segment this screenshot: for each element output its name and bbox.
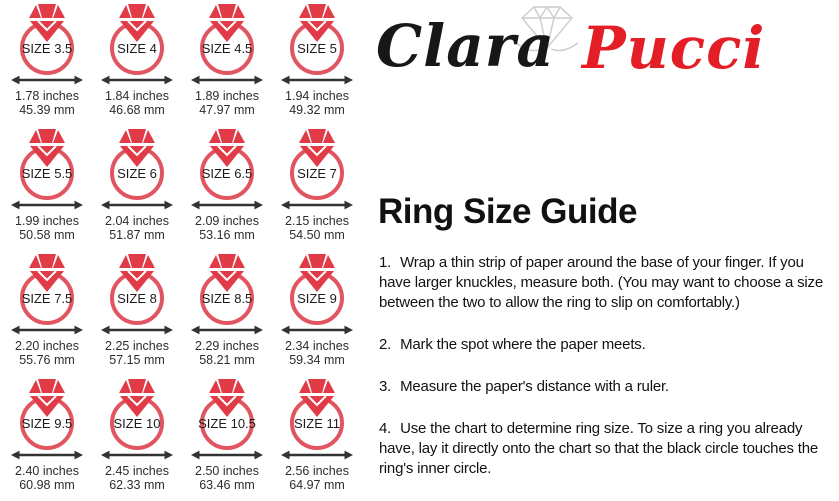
ring-size-label: SIZE 9.5 [21, 416, 73, 431]
ring-mm-value: 49.32 mm [289, 103, 345, 117]
ring-size-cell [92, 0, 182, 125]
ring-diagram [92, 127, 182, 213]
gem-icon [299, 4, 335, 42]
step-number: 1. [379, 254, 392, 271]
ring-inches-value: 1.94 inches [285, 89, 349, 103]
gem-icon [29, 129, 65, 167]
ring-measurements [105, 89, 169, 117]
ring-inches-value: 1.78 inches [15, 89, 79, 103]
ring-size-label: SIZE 10.5 [198, 416, 256, 431]
guide-title: Ring Size Guide [378, 192, 637, 231]
brand-name-pucci: Pucci [582, 14, 766, 82]
ring-size-cell [182, 250, 272, 375]
diameter-arrow-icon [11, 201, 83, 210]
ring-size-label: SIZE 7.5 [21, 291, 73, 306]
ring-measurements [15, 214, 79, 242]
ring-inches-value: 2.40 inches [15, 464, 79, 478]
ring-measurements [15, 464, 79, 492]
ring-mm-value: 62.33 mm [109, 478, 165, 492]
ring-size-label: SIZE 4 [117, 41, 157, 56]
ring-mm-value: 55.76 mm [19, 353, 75, 367]
gem-icon [299, 379, 335, 417]
ring-measurements [195, 214, 259, 242]
ring-size-label: SIZE 6.5 [201, 166, 253, 181]
ring-size-cell [272, 375, 362, 500]
ring-inches-value: 1.84 inches [105, 89, 169, 103]
ring-inches-value: 2.04 inches [105, 214, 169, 228]
ring-diagram [182, 252, 272, 338]
ring-measurements [285, 339, 349, 367]
diameter-arrow-icon [11, 326, 83, 335]
ring-measurements [15, 339, 79, 367]
ring-size-label: SIZE 9 [297, 291, 337, 306]
diameter-arrow-icon [191, 76, 263, 85]
ring-diagram [92, 377, 182, 463]
ring-size-cell [2, 125, 92, 250]
ring-size-label: SIZE 5.5 [21, 166, 73, 181]
ring-size-cell [92, 125, 182, 250]
ring-measurements [195, 89, 259, 117]
gem-icon [29, 379, 65, 417]
ring-mm-value: 50.58 mm [19, 228, 75, 242]
ring-measurements [285, 214, 349, 242]
ring-size-cell [272, 125, 362, 250]
ring-size-cell [2, 0, 92, 125]
ring-mm-value: 59.34 mm [289, 353, 345, 367]
step-text: Use the chart to determine ring size. To size a ring you already have, lay it directly onto the chart so that the black circle touches the ring's inner circle. [379, 420, 818, 477]
ring-measurements [105, 214, 169, 242]
ring-diagram [272, 127, 362, 213]
ring-size-cell [92, 250, 182, 375]
ring-diagram [92, 252, 182, 338]
ring-inches-value: 2.29 inches [195, 339, 259, 353]
ring-inches-value: 2.20 inches [15, 339, 79, 353]
ring-mm-value: 47.97 mm [199, 103, 255, 117]
ring-mm-value: 53.16 mm [199, 228, 255, 242]
ring-inches-value: 1.99 inches [15, 214, 79, 228]
ring-mm-value: 45.39 mm [19, 103, 75, 117]
ring-diagram [2, 377, 92, 463]
ring-inches-value: 2.09 inches [195, 214, 259, 228]
step-text: Mark the spot where the paper meets. [400, 336, 646, 353]
instruction-step [379, 377, 831, 397]
gem-icon [119, 254, 155, 292]
diameter-arrow-icon [101, 201, 173, 210]
ring-diagram [272, 377, 362, 463]
instructions-list [379, 253, 831, 501]
diameter-arrow-icon [101, 326, 173, 335]
ring-size-label: SIZE 4.5 [201, 41, 253, 56]
ring-mm-value: 63.46 mm [199, 478, 255, 492]
diameter-arrow-icon [281, 201, 353, 210]
step-text: Wrap a thin strip of paper around the base of your finger. If you have larger knuckles, measure both. (You may want to choose a size between the two to allow the ring to slip on comfortably.) [379, 254, 823, 311]
ring-diagram [92, 2, 182, 88]
ring-diagram [272, 2, 362, 88]
brand-logo [374, 0, 834, 110]
diameter-arrow-icon [191, 326, 263, 335]
gem-icon [119, 379, 155, 417]
instruction-step [379, 419, 831, 479]
ring-diagram [182, 127, 272, 213]
diameter-arrow-icon [281, 326, 353, 335]
diameter-arrow-icon [101, 451, 173, 460]
ring-inches-value: 2.15 inches [285, 214, 349, 228]
ring-mm-value: 54.50 mm [289, 228, 345, 242]
ring-measurements [285, 464, 349, 492]
ring-measurements [105, 339, 169, 367]
ring-size-cell [182, 125, 272, 250]
ring-size-label: SIZE 5 [297, 41, 337, 56]
ring-measurements [105, 464, 169, 492]
gem-icon [119, 129, 155, 167]
ring-mm-value: 46.68 mm [109, 103, 165, 117]
ring-mm-value: 60.98 mm [19, 478, 75, 492]
diameter-arrow-icon [281, 451, 353, 460]
ring-size-cell [92, 375, 182, 500]
gem-icon [209, 379, 245, 417]
gem-icon [299, 254, 335, 292]
ring-inches-value: 2.56 inches [285, 464, 349, 478]
step-number: 3. [379, 378, 392, 395]
diameter-arrow-icon [101, 76, 173, 85]
ring-measurements [195, 464, 259, 492]
ring-size-cell [2, 375, 92, 500]
ring-diagram [2, 2, 92, 88]
brand-name-clara: Clara [376, 12, 555, 80]
ring-diagram [182, 2, 272, 88]
ring-inches-value: 2.25 inches [105, 339, 169, 353]
diameter-arrow-icon [11, 451, 83, 460]
diameter-arrow-icon [191, 201, 263, 210]
ring-diagram [2, 252, 92, 338]
ring-measurements [195, 339, 259, 367]
ring-mm-value: 51.87 mm [109, 228, 165, 242]
ring-inches-value: 1.89 inches [195, 89, 259, 103]
ring-size-label: SIZE 7 [297, 166, 337, 181]
ring-size-label: SIZE 8.5 [201, 291, 253, 306]
ring-diagram [182, 377, 272, 463]
diameter-arrow-icon [11, 76, 83, 85]
ring-size-label: SIZE 11 [293, 416, 341, 431]
gem-icon [209, 129, 245, 167]
ring-size-cell [272, 250, 362, 375]
ring-diagram [272, 252, 362, 338]
gem-icon [29, 254, 65, 292]
gem-icon [299, 129, 335, 167]
ring-mm-value: 58.21 mm [199, 353, 255, 367]
gem-icon [209, 4, 245, 42]
step-text: Measure the paper's distance with a ruler. [400, 378, 669, 395]
ring-size-label: SIZE 3.5 [21, 41, 73, 56]
ring-inches-value: 2.34 inches [285, 339, 349, 353]
ring-diagram [2, 127, 92, 213]
instruction-step [379, 253, 831, 313]
gem-icon [29, 4, 65, 42]
ring-size-label: SIZE 10 [113, 416, 161, 431]
ring-measurements [285, 89, 349, 117]
instruction-step [379, 335, 831, 355]
ring-size-label: SIZE 6 [117, 166, 157, 181]
ring-inches-value: 2.50 inches [195, 464, 259, 478]
step-number: 4. [379, 420, 392, 437]
info-panel [374, 0, 834, 501]
step-number: 2. [379, 336, 392, 353]
ring-grid [2, 0, 374, 501]
gem-icon [209, 254, 245, 292]
ring-mm-value: 57.15 mm [109, 353, 165, 367]
ring-size-cell [272, 0, 362, 125]
ring-size-label: SIZE 8 [117, 291, 157, 306]
ring-measurements [15, 89, 79, 117]
ring-mm-value: 64.97 mm [289, 478, 345, 492]
ring-size-cell [182, 375, 272, 500]
ring-inches-value: 2.45 inches [105, 464, 169, 478]
diameter-arrow-icon [191, 451, 263, 460]
ring-size-cell [182, 0, 272, 125]
ring-size-cell [2, 250, 92, 375]
gem-icon [119, 4, 155, 42]
diameter-arrow-icon [281, 76, 353, 85]
